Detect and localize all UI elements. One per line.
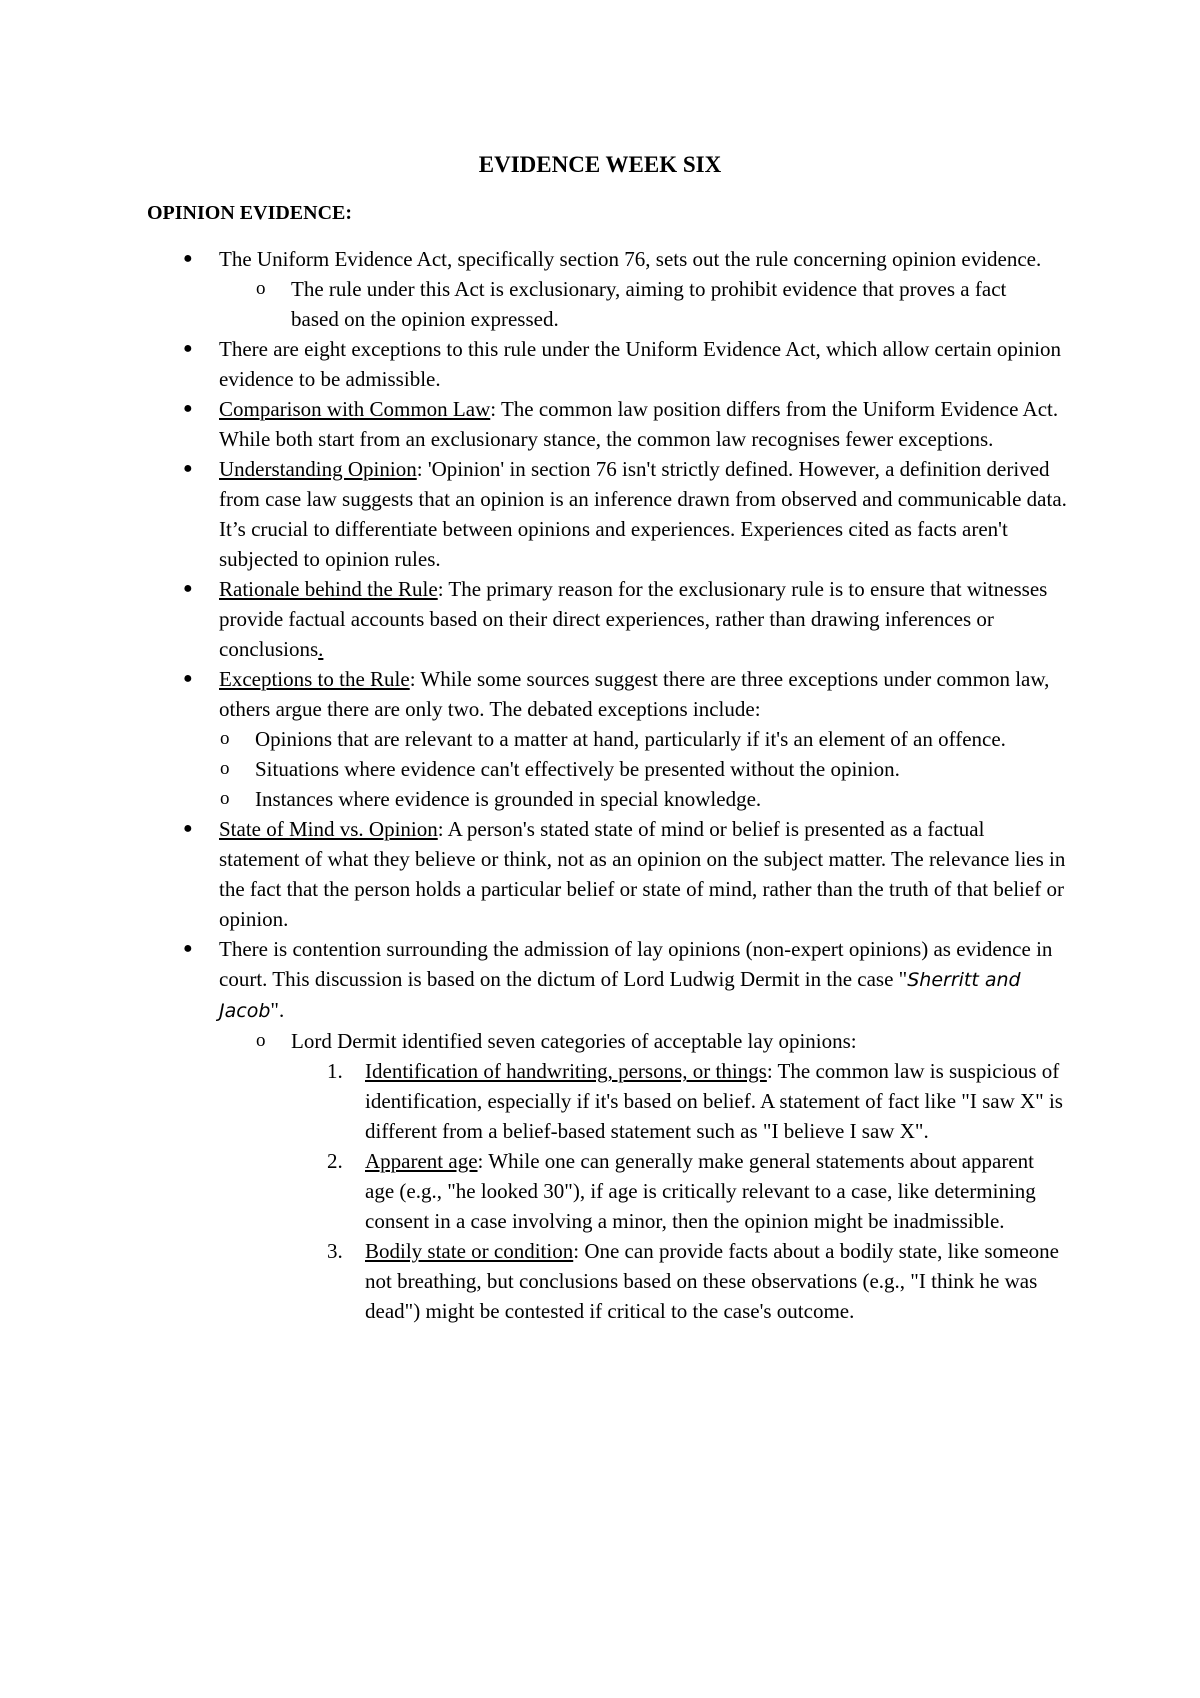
bullet-icon: ● [183,400,193,417]
item-text: : While one can generally make general statements about apparent age (e.g., "he looked 30"), if age is critically relevant to a case, like determining consent in a case involving a minor, then the opinion might be inadmissible. [365,1149,1036,1233]
numbered-item [0,1056,1065,1146]
item-text: : The primary reason for the exclusionary rule is to ensure that witnesses provide factual accounts based on their direct experiences, rather than drawing inferences or conclusions [219,577,1048,661]
item-label: Identification of handwriting, persons, or things [365,1059,767,1083]
bullet-icon: ● [183,340,193,357]
item-label: Comparison with Common Law [219,397,491,421]
item-text: The rule under this Act is exclusionary, aiming to prohibit evidence that proves a fact based on the opinion expressed. [291,277,1007,331]
list-item [0,934,1069,1026]
item-label: Apparent age [365,1149,478,1173]
sub-bullet-icon: o [220,788,230,809]
list-item [0,454,1069,574]
sub-list-item [0,274,1011,334]
notes-list [0,244,1200,1326]
item-label: State of Mind vs. Opinion [219,817,438,841]
item-number: 2. [327,1149,343,1173]
item-text: The Uniform Evidence Act, specifically section 76, sets out the rule concerning opinion evidence. [219,247,1042,271]
sub-bullet-icon: o [220,728,230,749]
item-text: : One can provide facts about a bodily state, like someone not breathing, but conclusions based on these observations (e.g., "I think he was dead") might be contested if critical to the case's outcome. [365,1239,1060,1323]
numbered-item [0,1236,1065,1326]
list-item [0,664,1069,724]
numbered-item [0,1146,1065,1236]
case-name: Sherritt and Jacob [219,969,1021,1022]
item-text: Opinions that are relevant to a matter at hand, particularly if it's an element of an offence. [255,727,1006,751]
bullet-icon: ● [183,250,193,267]
item-text: : A person's stated state of mind or belief is presented as a factual statement of what they believe or think, not as an opinion on the subject matter. The relevance lies in the fact that the person holds a particular belief or state of mind, rather than the truth of that belief or opinion. [219,817,1066,931]
item-text: Instances where evidence is grounded in special knowledge. [255,787,762,811]
item-text: : The common law is suspicious of identification, especially if it's based on belief. A statement of fact like "I saw X" is different from a belief-based statement such as "I believe I saw X". [365,1059,1063,1143]
item-text: There are eight exceptions to this rule under the Uniform Evidence Act, which allow certain opinion evidence to be admissible. [219,337,1062,391]
sub-bullet-icon: o [256,278,266,299]
item-number: 1. [327,1059,343,1083]
list-item [0,244,1069,274]
bullet-icon: ● [183,820,193,837]
item-label: Bodily state or condition [365,1239,574,1263]
list-item [0,574,1069,664]
bullet-icon: ● [183,460,193,477]
bullet-icon: ● [183,940,193,957]
sub-list-item [0,1026,1011,1056]
list-item [0,814,1069,934]
item-end: ". [270,998,285,1022]
section-heading: OPINION EVIDENCE: [147,202,353,224]
sub-list-item [0,724,1075,754]
list-item [0,334,1069,394]
bullet-icon: ● [183,580,193,597]
document-title: EVIDENCE WEEK SIX [478,152,722,177]
sub-list-item [0,754,1075,784]
item-number: 3. [327,1239,343,1263]
item-text: There is contention surrounding the admission of lay opinions (non-expert opinions) as evidence in court. This discussion is based on the dictum of Lord Ludwig Dermit in the case " [219,937,1053,991]
sub-bullet-icon: o [256,1030,266,1051]
item-text: : 'Opinion' in section 76 isn't strictly defined. However, a definition derived from case law suggests that an opinion is an inference drawn from observed and communicable data. It’s crucial to differentiate between opinions and experiences. Experiences cited as facts aren't subjected to opinion rules. [219,457,1067,571]
item-text: Situations where evidence can't effectively be presented without the opinion. [255,757,900,781]
item-text: Lord Dermit identified seven categories of acceptable lay opinions: [291,1029,857,1053]
item-label: Exceptions to the Rule [219,667,410,691]
item-end: . [318,637,324,661]
item-text: : While some sources suggest there are three exceptions under common law, others argue there are only two. The debated exceptions include: [219,667,1050,721]
item-label: Rationale behind the Rule [219,577,438,601]
sub-bullet-icon: o [220,758,230,779]
item-text: : The common law position differs from the Uniform Evidence Act. While both start from an exclusionary stance, the common law recognises fewer exceptions. [219,397,1059,451]
list-item [0,394,1069,454]
sub-list-item [0,784,1075,814]
bullet-icon: ● [183,670,193,687]
item-label: Understanding Opinion [219,457,417,481]
